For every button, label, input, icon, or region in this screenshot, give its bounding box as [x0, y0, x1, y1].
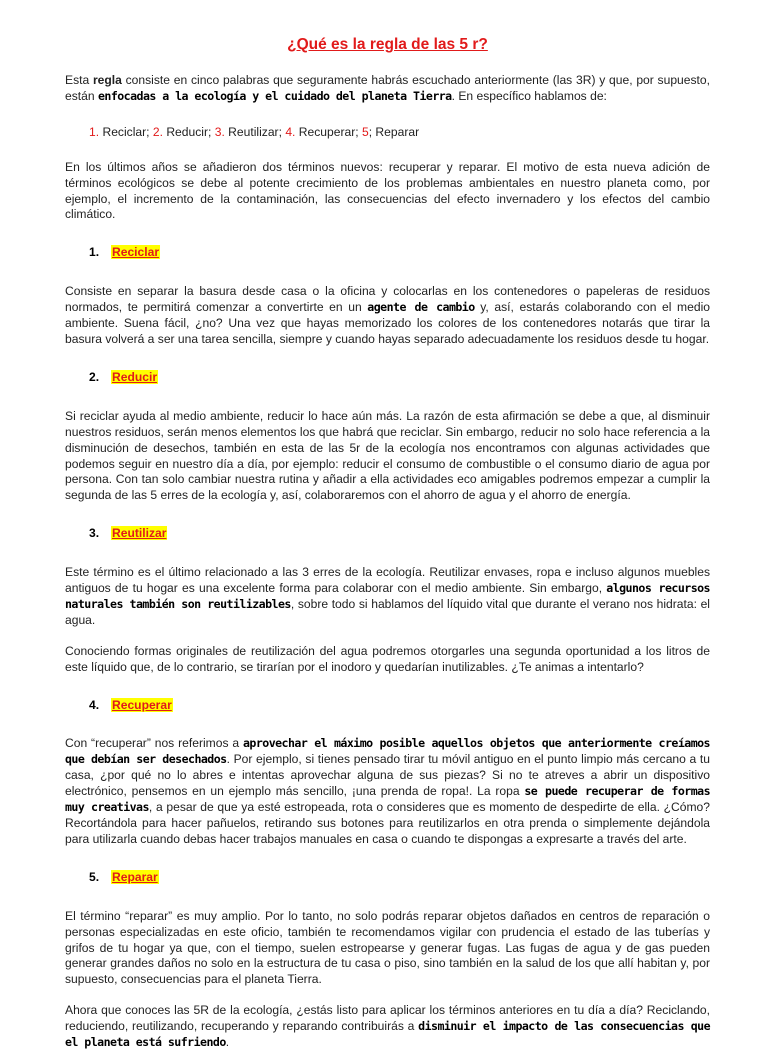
body-text: Ahora que conoces las 5R de la ecología, ¿estás listo para aplicar los términos anteriores en tu día a día? Reciclando, reduciendo, reutilizando, recuperando y reparando contribuirás a	[65, 1003, 710, 1034]
intro-text: consiste en cinco palabras que seguramente habrás escuchado anteriormente (las 3R) y que, por supuesto, están	[65, 73, 711, 103]
reducir-paragraph: Si reciclar ayuda al medio ambiente, reducir lo hace aún más. La razón de esta afirmación se debe a que, al disminuir nuestros residuos, serán menos elementos los que habrá que reciclar. Sin embargo, reducir no solo hace referencia a la disminución de desechos, también en esta de las 5r de la ecología nos encontramos con algunas actividades que podemos seguir en nuestro día a día, por ejemplo: reducir el consumo de combustible o el consumo diario de agua por persona. Con tan solo cambiar nuestra rutina y añadir a ella actividades eco amigables podremos empezar a cumplir la segunda de las 5 erres de la ecología y, así, colaboraremos con el ahorro de agua y el ahorro de energía.	[65, 408, 710, 503]
list-number: 4.	[285, 124, 296, 139]
section-title: Reutilizar	[112, 526, 167, 541]
recuperar-paragraph	[65, 736, 710, 847]
section-title: Recuperar	[112, 697, 172, 712]
section-number: 2.	[89, 369, 100, 384]
body-text: Consiste en separar la basura desde casa o la oficina y colocarlas en los contenedores o papeleras de residuos normados, te permitirá comenzar a convertirte en un	[65, 284, 710, 315]
section-heading-recuperar	[65, 698, 710, 714]
section-heading-reparar	[65, 870, 710, 886]
section-number: 1.	[89, 245, 100, 260]
list-item: Reutilizar;	[224, 124, 286, 139]
reutilizar-paragraph	[65, 565, 710, 629]
section-title: Reparar	[112, 869, 158, 884]
list-item: ; Reparar	[368, 124, 420, 139]
list-item: Reducir;	[162, 124, 215, 139]
list-number: 2.	[152, 124, 163, 139]
body-text: , a pesar de que ya esté estropeada, rota o consideres que es momento de despedirte de ella. ¿Cómo? Recortándola para hacer pañuelos, retirando sus botones para reutilizarlos en otra prenda o simplemente dejándola para utilizarla cuando debas hacer trabajos manuales en casa o cuando te dispongas a expresarte a través del arte.	[65, 800, 711, 846]
list-item: Recuperar;	[295, 124, 362, 139]
intro-text: . En específico hablamos de:	[451, 88, 607, 103]
five-r-list	[65, 125, 710, 141]
list-number: 1.	[89, 124, 100, 139]
body-text: .	[225, 1035, 230, 1050]
reciclar-paragraph	[65, 284, 710, 348]
paragraph-gap	[65, 629, 710, 644]
paragraph-gap	[65, 988, 710, 1003]
body-text: , sobre todo si hablamos del líquido vital que durante el verano nos hidrata: el agua.	[65, 596, 710, 627]
section-title: Reciclar	[112, 245, 160, 260]
intro-text: Esta	[65, 73, 93, 87]
page-title: ¿Qué es la regla de las 5 r?	[287, 36, 488, 53]
body-text: . Por ejemplo, si tienes pensado tirar tu móvil antiguo en el punto limpio más cercano a tu casa, ¿por qué no lo abres e intentas aprovechar alguna de sus piezas? Si no te atreves a abrir un dispositivo electrónico, pensemos en un ejemplo más sencillo, ¡una prenda de ropa!. La ropa	[65, 752, 710, 799]
section-number: 3.	[89, 526, 100, 541]
intro-bold-regla: regla	[92, 73, 122, 87]
intro-paragraph	[65, 73, 710, 105]
body-emphasis: agente de cambio	[367, 300, 475, 315]
list-item: Reciclar;	[99, 124, 153, 139]
section-heading-reutilizar	[65, 526, 710, 542]
new-terms-paragraph: En los últimos años se añadieron dos términos nuevos: recuperar y reparar. El motivo de esta nueva adición de términos ecológicos se debe al potente crecimiento de los problemas ambientales en nuestro planeta como, por ejemplo, el incremento de la contaminación, las consecuencias del efecto invernadero y los efectos del cambio climático.	[65, 159, 710, 222]
body-text: y, así, estarás colaborando con el medio ambiente. Suena fácil, ¿no? Una vez que hayas memorizado los colores de los contenedores notarás que tirar la basura volverá a ser una tarea sencilla, siempre y cuando hayas separado adecuadamente los residuos desde tu hogar.	[65, 300, 710, 346]
section-number: 5.	[89, 869, 100, 884]
body-emphasis: se puede recuperar de formas muy creativas	[65, 784, 711, 815]
document-page	[65, 36, 710, 1051]
body-text: Este término es el último relacionado a las 3 erres de la ecología. Reutilizar envases, ropa e incluso algunos muebles antiguos de tu hogar es una excelente forma para colaborar con el medio ambiente. Sin embargo,	[65, 565, 710, 596]
section-heading-reducir	[65, 370, 710, 386]
list-number: 5	[361, 124, 369, 139]
intro-emphasis: enfocadas a la ecología y el cuidado del planeta Tierra	[97, 88, 452, 103]
closing-paragraph	[65, 1003, 710, 1051]
body-emphasis: disminuir el impacto de las consecuencias que el planeta está sufriendo	[65, 1019, 711, 1050]
reutilizar-paragraph-2: Conociendo formas originales de reutilización del agua podremos otorgarles una segunda oportunidad a los litros de este líquido que, de lo contrario, se tirarían por el inodoro y quedarían inutilizables. ¿Te animas a intentarlo?	[65, 643, 710, 674]
reparar-paragraph: El término “reparar” es muy amplio. Por lo tanto, no solo podrás reparar objetos dañados en centros de reparación o personas especializadas en este oficio, también te recomendamos vigilar con prudencia el estado de las tuberías y grifos de tu hogar ya que, con el tiempo, suelen estropearse y generar fugas. Las fugas de agua y de gas pueden generar grandes daños no solo en la estructura de tu casa o piso, sino también en la salud de los que allí habitan y, por supuesto, consecuencias para el planeta Tierra.	[65, 908, 710, 987]
list-number: 3.	[214, 124, 225, 139]
body-emphasis: aprovechar el máximo posible aquellos objetos que anteriormente creíamos que debían ser desechados	[65, 736, 710, 767]
body-text: Con “recuperar” nos referimos a	[65, 736, 243, 751]
body-emphasis: algunos recursos naturales también son reutilizables	[65, 581, 710, 611]
section-number: 4.	[89, 697, 100, 712]
section-heading-reciclar	[65, 245, 710, 261]
section-title: Reducir	[112, 369, 158, 384]
